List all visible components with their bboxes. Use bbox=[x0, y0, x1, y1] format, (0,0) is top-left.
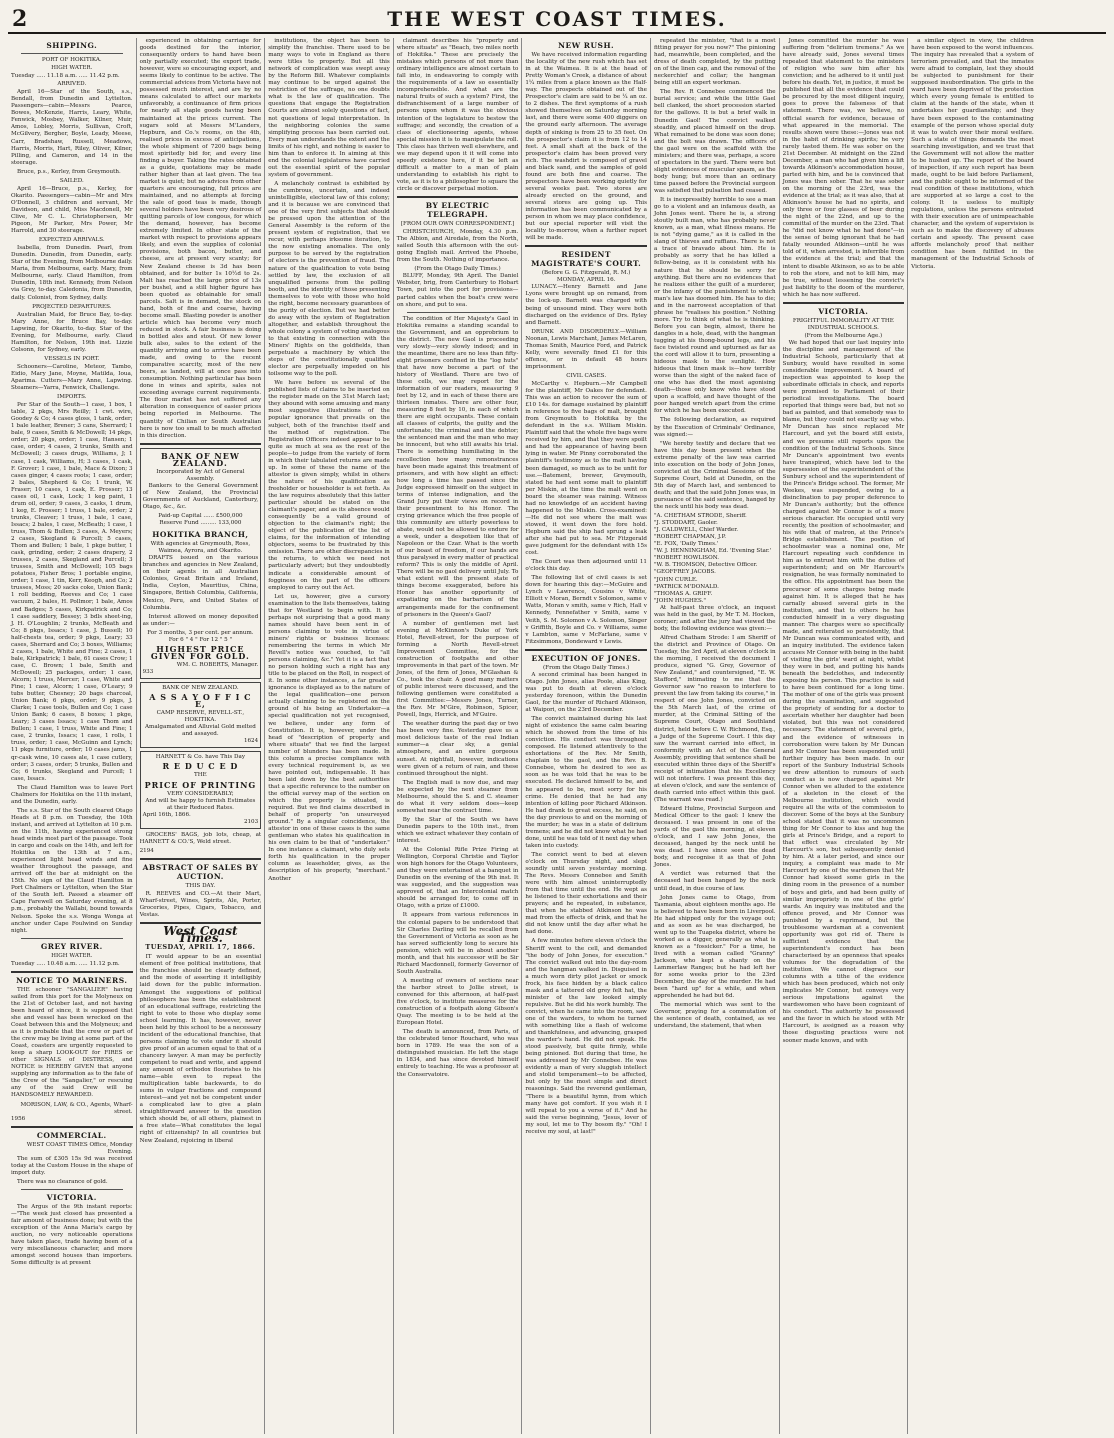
column-7 bbox=[780, 38, 909, 1434]
victoria-body-2: We had hoped that our last inquiry into the discipline and management of the Industrial Schools, particularly that at Sunbury, would have resulted in some considerable improvement. A board of inspection was appointed to keep the subordinate officials in check, and reports were promised to Parliament of their periodical investigations. The board reported that things were bad, but not so bad as painted, and that somebody was to blame, but they could not exactly say who. Mr Duncan has since replaced Mr Harcourt, and yet the board still exists, and we presume still reports upon the condition of the Industrial Schools. Since Mr Duncan's appointment two events have transpired, which have led to the supersession of the superintendent of the Sunbury school and the superintendent of the Prince's Bridge school. The former, Mr Weekes, was suspended, owing to a disinclination to pay proper deference to Mr Duncan's authority; but the offence charged against Mr Connor is of a more serious character. He occupied until very recently, the position of schoolmaster, and his wife that of matron, at the Prince's Bridge establishment. The position of schoolmaster was a nominal one, Mr Harcourt repeating such confidence in him as to entrust him with the duties of superintendent; and on Mr Harcourt's resignation, he was formally nominated to the office. His appointment has been the precursor of some charges being made against him. It is alleged that he has carnally abused several girls in the institution, and that to others he has conducted himself in a very disgusting manner. The charges were so specifically made, and reiterated so persistently, that Mr Duncan was communicated with, and an inquiry instituted. The evidence taken accuses Mr Connor with being in the habit of visiting the girls' ward at night, whilst they were in bed, and putting his hands beneath the bedclothes, and indecently exposing his person. This practice is said to have been continued for a long time. The mother of one of the girls was present during the examination, and suggested the propriety of sending for a doctor to ascertain whether her daughter had been violated, but this was not considered necessary. The statement of several girls, and the evidence of witnesses in corroboration were taken by Mr Duncan and Mr Connor has been suspended until further inquiry has been made. In our report of the Sunbury Industrial Schools we drew attention to rumours of such conduct as is now charged against Mr Connor when we alluded to the existence of a skeleton in the closet of the Melbourne institution, which would require all the wits of the commission to discover. Some of the boys at the Sunbury school stated that it was no uncommon thing for Mr Connor to kiss and hug the girls at Prince's Bridge, and a report to that effect was circulated by Mr Harcourt's son, but subsequently denied by him. At a later period, and since our inquiry, a complaint was made to Mr Harcourt by one of the wardsmen that Mr Connor had kissed some girls in the dining room in the presence of a number of boys and girls, and had been guilty of similar impropriety in one of the girls' wards. An inquiry was instituted and the offence proved, and Mr Connor was punished by a reprimand, but the troublesome wardsman at a convenient opportunity was got rid of. There is sufficient evidence that the superintendent's conduct has been characterised by an openness that speaks volumes for the degradation of the institution. We cannot disgrace our columns with a tithe of the evidence which has been produced, which not only implicates Mr Connor, but conveys very serious imputations against the wardswomen who have been cognizant of his conduct. The authority he possessed and the favor in which he stood with Mr Harcourt, is assigned as a reason why those disgusting practices were not sooner made known, and with bbox=[782, 339, 905, 1044]
harnett-printing: PRICE OF PRINTING bbox=[144, 779, 257, 790]
inquest-3: Edward Hulme, Provincial Surgeon and Medical Officer to the gaol: I knew the deceased. I was present in one of the yards of the gaol this morning, at eleven o'clock, and I saw John Jones, the deceased, hanged by the neck until he was dead. I have since seen the dead body, and recognise it as that of John Jones. bbox=[653, 806, 776, 869]
arrived-heading: ARRIVED. bbox=[57, 81, 87, 88]
execution-6: The Rev. R Connebee commenced the burial service; and while the little Gael bell clanked, the short procession started for the gallows. It is but a brief walk in Dunedin Gaol! The convict walked steadily, and placed himself on the drop. What remained to be done was soon done; and the bolt was drawn. The officers of the gaol were on the scaffold with the ministers; and there was, perhaps, a score of spectators in the yard. There were but slight evidences of muscular spasm, as the body hung; but more than an ordinary time passed before the Provincial surgeon was satisfied that pulsation had ceased. bbox=[653, 89, 776, 194]
tenor-paragraph: The death is announced, from Paris, of the celebrated tenor Rouchard, who was born in 1789. He was the son of a distinguished musician. He left the stage in 1834, and has since devoted himself entirely to teaching. He was a professor at the Conservatoire. bbox=[396, 1029, 519, 1078]
column-1 bbox=[8, 38, 137, 1434]
civil-adjourned: The Court was then adjourned until 11 o'clock this day. bbox=[525, 559, 647, 573]
bank-heading: BANK OF NEW ZEALAND. bbox=[160, 450, 240, 468]
branch-body: DRAFTS issued on the various branches and agencies in New Zealand, on their agents in all Australian Colonies, Great Britain and Ireland, India, Ceylon, Mauritius, China, Singapore, British Columbia, California, Mexico, Peru, and United States of Columbia. bbox=[142, 555, 259, 611]
governor-paragraph: It appears from various references in the colonial papers to be understood that Sir Charles Darling will be recalled from the Government of Victoria as soon as he has served sufficiently long to secure his pension, which will be in about another month, and that his successor will be Sir Richard Macdonnell, formerly Governor of South Australia. bbox=[396, 912, 519, 975]
assay-advert bbox=[140, 682, 262, 748]
arrived-2: Bruce, p.s., Kerley, from Greymouth. bbox=[17, 168, 121, 175]
column-8 bbox=[908, 38, 1037, 1434]
gold-signature: WM. C. ROBERTS, Manager. bbox=[176, 661, 259, 668]
column-3 bbox=[265, 38, 394, 1434]
notice-number: 1956 bbox=[11, 1115, 26, 1122]
masthead bbox=[8, 6, 1106, 34]
gaol-paragraph: The condition of Her Majesty's Gaol in Hokitika remains a standing scandal to the Government, and an opprobrium to the district. The new Gaol is proceeding very slowly—very slowly indeed; and in the meantime, there are no less than fifty-eight prisoners confined in the "log huts" that have now become a part of the history of Westland. There are two of these cells, we may report for the information of our readers, measuring 9 feet by 12, and in each of these there are thirteen inmates. There are other four, measuring 8 feet by 10, in each of which there are eight occupants. These contain all classes of culprits, the guilty and the unfortunate; the criminal and the debtor; the sentenced man and the man who may be innocent, but who still awaits his trial. There is something humiliating in the recollection how many remonstrances have been made against this treatment of prisoners, and with how slight an effect: how long a time has passed since the Judge expressed himself on the subject in terms of intense indignation, and the Grand Jury put their views on record in their presentment to his Honor. The crying grievance which the free people of this community are utterly powerless to abate, would not be allowed to endure for a week, under a despotism like that of Napoleon or the Czar. What is the worth of our boast of freedom, if our hands are thus paralysed in every matter of practical reform? This is only the middle of April. There will be no gaol delivery until July. To what extent will the present state of things become exaggerated, before his Honor has another opportunity of expatiating on the barbarism of the arrangements made for the confinement of prisoners in the Queen's Gaol? bbox=[396, 315, 519, 618]
issue-date: TUESDAY, APRIL 17, 1866. bbox=[145, 943, 256, 952]
column-2 bbox=[137, 38, 266, 1434]
assay-bank: BANK OF NEW ZEALAND. bbox=[162, 684, 239, 691]
harnett-body: And will be happy to furnish Estimates at their Reduced Rates. bbox=[145, 797, 256, 811]
signature-8: "W. B. THOMSON, Detective Officer. bbox=[653, 562, 758, 569]
abstract-body: R. REEVES and CO.—At their Mart, Wharf-street, Wines, Spirits, Ale, Porter, Groceries, Pipes, Cigars, Tobacco, and Vestas. bbox=[139, 890, 262, 919]
vessels-in-port: Schooners—Caroline, Meteor, Tambo, Eidio, Mary Jane, Moyne, Matilda, Ioua, Aparima. Cutters—Mary Anne, Lapwing. Steamers—Yarra, Fenwick, Challenge. bbox=[11, 363, 133, 392]
arrived-1: April 16—Star of the South, s.s., Bendall, from Dunedin and Lyttelton. Passengers—cabin—Messrs Pearce, Bowes, McKenzie, Harris, Leary, White, Fenwick, Mosbey, Walker, Kilner, Muir, Amos, Lobley, Morris, Sullivan, Croft, McGilvery, Bergher, Boyle, Leady, Meese, Carr, Bradshaw, Russell, Meadows, Harris, Morris, Hart, Riley, Oliver, Kilner, Pilling, and Cameron, and 14 in the steerage. bbox=[11, 89, 133, 166]
branch-heading: HOKITIKA BRANCH, bbox=[152, 530, 249, 540]
commercial-duty: The sum of £305 15s 9d was received today at the Custom House in the shape of import duty. bbox=[11, 1155, 133, 1176]
telegraph-christchurch: CHRISTCHURCH, Monday, 4.30 p.m. The Albion, and Airedale, from the North, sailed South this afternoon with the out-going English mail. Arrived the Phoebe, from the South. Nothing of importance. bbox=[396, 229, 519, 264]
bank-advert bbox=[140, 448, 262, 679]
execution-5: repeated the minister, "that is a most fitting prayer for you now?" The pinioning had, meanwhile, been completed, and the dress of death completed, by the putting on of the linen cap, and the removal of the neckerchief and collar; the hangman being still an expert workman. bbox=[653, 38, 776, 87]
signature-7: "ROBERT HOWLISON. bbox=[653, 555, 720, 562]
inquest-4: A verdict was returned that the deceased had been hanged by the neck until dead, in due course of law. bbox=[653, 871, 776, 892]
branch-interest: Interest allowed on money deposited as under:— bbox=[142, 613, 259, 627]
inquest-1: At half-past three o'clock, an inquest was held in the gaol, by Mr T. M. Hocken, coroner; and after the jury had viewed the body, the following evidence was given:— bbox=[653, 604, 776, 632]
abstract-this-day: THIS DAY. bbox=[185, 882, 216, 889]
in-port-heading: VESSELS IN PORT. bbox=[44, 355, 100, 362]
telegraph-sub: [FROM OUR OWN CORRESPONDENT.] bbox=[400, 221, 515, 228]
execution-8: The following declaration, as required by the Execution of Criminals' Ordinance, was signed:— bbox=[653, 417, 776, 438]
star-of-south-report: The s.s. Star of the South cleared Otago Heads at 8 p.m. on Tuesday, the 10th instant, and arrived at Lyttelton at 10 p.m. on the 11th, having experienced strong head winds most part of the passage. Took in cargo and coals on the 14th, and left for Hokitika on the 13th at 7 a.m., experienced light head winds and fine weather throughout the passage, and arrived off the bar at midnight on the 15th. No sign of the Claud Hamilton in Port Chalmers or Lyttelton, when the Star of the South left. Passed a steamer off Cape Farewell on Saturday evening, at 8 p.m., probably the Wallabi, bound towards Nelson. Spoke the s.s. Wonga Wonga at anchor under Cape Foulwind on Sunday night. bbox=[11, 807, 133, 934]
inquest-2: Alfred Chatham Strode: I am Sheriff of the district and Province of Otago. On Tuesday, the 3rd April, at eleven o'clock in the morning, I received the document I produce, signed "G. Grey, Governor of New Zealand," and countersigned, "E. W. Stafford," intimating to me that the Governor saw "no reason to interfere to prevent the law from taking its course," in respect of one John Jones, convicted on the 5th March last, of the crime of murder, at the Criminal Sitting of the Supreme Court, Otago and Southland district, held before C. W. Richmond, Esq., a Judge of the Supreme Court. I this day saw the warrant carried into effect, in conformity with an Act of the General Assembly, providing that sentence shall be executed within three days of the Sheriff's receipt of intimation that his Excellency will not interfere. I was present this day, at eleven o'clock, and saw the sentence of death carried into effect within this gaol. (The warrant was read.) bbox=[653, 634, 776, 803]
assay-body: Amalgamated and Alluvial Gold melted and assayed. bbox=[144, 724, 256, 738]
bank-capital: Paid-up Capital ...... £500,000 bbox=[158, 513, 243, 520]
signature-12: "THOMAS A. GRIFF. bbox=[653, 590, 713, 597]
papers-paragraph: By the Star of the South we have Dunedin papers to the 10th inst., from which we extract whatever they contain of interest. bbox=[396, 816, 519, 845]
grocers-advert: GROCERS' BAGS, job lots, cheap, at HARNETT & CO.'S, Weld street. bbox=[139, 831, 262, 845]
committee-paragraph: A number of gentlemen met last evening at McKinnon's Duke of York Hotel, Revell-street, for the purpose of forming a North Revell-street Improvement Committee, for the construction of footpaths and other improvements in that part of the town. Mr Jones, of the firm of Jones, M'Glashan & Co., took the chair. A good many matters of public interest were discussed, and the following gentlemen were constituted a first Committee:—Messrs Jones, Turner, the Rev. Mr M'Gire, Robinson, Spicer, Powell, Ings, Herrick, and M'Guire. bbox=[396, 620, 519, 719]
rifle-paragraph: At the Colonial Rifle Prize Firing at Wellington, Corporal Christie and Taylor won high honors for the Otago Volunteers, and they were entertained at a banquet in Dunedin on the evening of the 9th inst. It was suggested, and the suggestion was approved of, that an Intercolonial match should be arranged for, to come off in Otago, with a prize of £1000. bbox=[396, 847, 519, 910]
assay-number: 1624 bbox=[243, 738, 259, 745]
leader-article-5: Let us, however, give a cursory examination to the lists themselves, taking that for Westland to begin with. It is perhaps not surprising that a good many names should have been sent in of persons claiming to vote in virtue of miners' rights or business licenses: remembering the terms in which Mr Revell's notice was couched, to "all persons claiming, &c." Yet it is a fact that no person holding such a right has any title to be placed on the Roll, in respect of it. In some other instances, a far greater ignorance is displayed as to the nature of the legal qualification—one person actually claiming to be registered on the ground of his being an Undertaker—a special qualification not yet recognised, we believe, under any form of Constitution. It is, however, under the head of "description of property and where situate" that we find the largest number of blunders has been made. In this column a precise compliance with every technical requirement is, as we have pointed out, indispensable. It has been laid down by the best authorities that a specific reference to the number on the official survey map of the section on which the property is situated, is required. But we find claims described in behalf of property "on unsurveyed ground." By a singular coincidence, the attestor in one of these cases is the same gentleman who states his qualification in his own claim to be that of "undertaker." In one instance a claimant, who duly sets forth his qualification in the proper column as leaseholder, gives, as the description of his property, "merchant." Another bbox=[268, 593, 390, 882]
commercial-gold: There was no clearance of gold. bbox=[17, 1178, 108, 1185]
notice-heading: NOTICE TO MARINERS. bbox=[16, 975, 128, 985]
notice-signature: MORISON, LAW, & CO., Agents, Wharf-street. bbox=[20, 1101, 133, 1115]
column-6 bbox=[651, 38, 780, 1434]
court-date: MONDAY, APRIL 16. bbox=[556, 277, 616, 284]
victoria-sub: FRIGHTFUL IMMORALITY AT THE INDUSTRIAL SCHOOLS. bbox=[792, 317, 894, 331]
expected-arrivals: Isabella, from Dunedin. Pearl, from Dunedin. Dunedin, from Dunedin, early. Star of the Evening, from Melbourne daily. Maria, from Melbourne, early. Mary, from Melbourne, early. Claud Hamilton, from Dunedin, 18th inst. Kennedy, from Nelson via Grey, to-day. Caledonia, from Dunedin, daily. Colonist, from Sydney, daily. bbox=[11, 245, 133, 301]
imports-heading: IMPORTS. bbox=[57, 394, 87, 401]
commercial-continued: experienced in obtaining carriage for goods destined for the interior, consequently orders to hand have been only partially executed; the export trade, however, were so encouraging export, and seems likely to continue to be active. The commercial advices from Victoria have not possessed much interest, and are by no means calculated to affect our markets unfavorably, a continuance of firm prices for nearly all staple goods having been maintained at the prices current. The sugars sold at Messrs M'Landers, Hepburn, and Co.'s rooms, on the 4th, realised prices in excess of anticipations, the whole shipment of 7200 bags being most spiritedly bid for, and every line finding a buyer. Taking the rates obtained as a guide, quotations may be made rather higher than at last given. The tea market is quiet; but no advices from other quarters are encouraging, full prices are maintained, and no attempts at forcing the sale of good teas is made, though several holders have been very desirous of quitting parcels of low congous, for which the demand, however, has become extremely limited. In other state of the market with respect to provisions appears likely, and even the supplies of colonial provisions, both bacon, butter, and cheese, are at present very scanty; for New Zealand cheese is 3d has been obtained, and for butter 1s 10½d to 2s. Malt has reached the large price of 13s per bushel, and a still higher figure has been quoted as obtainable for small parcels. Salt is in demand, the stock on hand, both of fine and coarse, having become small. Blasting powder is another article which has become very much reduced in stock. A fair business is doing in bottled ales and stout. Of new lower bulk also, sales to the extent of the quantity arriving and to arrive have been made, and owing to the recent comparative scarcity, most of the new beers, as landed, will at once pass into consumption. Nothing particular has been done in wines and spirits, sales not exceeding average current requirements. The flour market has not suffered any alteration in consequence of easier prices being reported in Melbourne. The quantity of Chilian or South Australian here is now too small to be much affected in this direction. bbox=[139, 38, 262, 439]
gold-number: 933 bbox=[142, 668, 154, 675]
claud-hamilton-note: The Claud Hamilton was to leave Port Chalmers for Hokitika on the 11th instant, and the Dunedin, early. bbox=[11, 784, 133, 805]
civil-heading: CIVIL CASES. bbox=[566, 372, 607, 379]
execution-heading: EXECUTION OF JONES. bbox=[531, 653, 641, 663]
inquest-5: John Jones came to Otago, from Tasmania, about eighteen months ago. He is believed to have been born in Liverpool. He had shipped only for the voyage out; and as soon as he was discharged, he went up to the Tuapeka district, where he worked as a digger, generally as what is known as a "fossicker." For a time, he lived with a woman called "Granny" Jackson, who kept a shanty on the Lammerlaw Ranges; but he had left her for some weeks prior to the 23rd December, the day of the murder. He had been "hard up" for a while, and when apprehended he had but 6d. bbox=[653, 894, 776, 1000]
harnett-very: VERY CONSIDERABLY; bbox=[167, 790, 234, 797]
projected-heading: PROJECTED DEPARTURES. bbox=[32, 303, 112, 310]
execution-1: A second criminal has been hanged in Otago. John Jones, alias Poole, alias King, was put to death at eleven o'clock yesterday forenoon, within the Dunedin Gaol, for the murder of Richard Atkinson, at Waipori, on the 23rd December. bbox=[525, 671, 647, 713]
bank-reserve: Reserve Fund ......... 133,000 bbox=[159, 520, 242, 527]
telegraph-bluff: BLUFF, Monday, 9th April. The Daniel Webster, brig, from Canterbury to Hobart Town, put into the port for provisions—parted cables when the boat's crew were on shore, and put to sea. bbox=[396, 273, 519, 308]
signature-1: "A. CHETHAM STRODE, Sheriff. bbox=[653, 513, 747, 520]
civil-list: The following list of civil cases is set down for hearing this day:—McGuire and Lynch v Lawrence, Cousins v White, Elliott v Moran, Berndt v Solomon, same v Watts, Moran v smith, same v Rich, Hall v Kennedy, Fennefather v Smith, same v Veith, S. M. Solomon v A. Solomon, Singer v Griffith, Boyle and Co. v Williams, same v Lambton, same v McFarlane, same v Fitzsimmons, Dondeward v Lewis. bbox=[525, 575, 647, 645]
branch-rates: For 3 months, 3 per cent. per annum. For 6 " 4 " For 12 " 5 " bbox=[147, 629, 254, 643]
abstract-heading: ABSTRACT OF SALES BY AUCTION. bbox=[142, 862, 259, 881]
civil-case-1: McCarthy v. Hepburn.—Mr Campbell for the plaintiff, Mr Oakes for defendant. This was an action to recover the sum of £10 14s. for damage sustained by plaintiff in reference to five bags of malt, brought from Greymouth to Hokitika by the defendant in the s.s. William Miskin. Plaintiff said that the whole five bags were received by him, and that they were spoilt and had the appearance of having been lying in water. Mr Pinny corroborated the plaintiff's testimony as to the malt having been damaged, so much as to be unfit for use.—Batement, brewer, Greymouth, stated he had sent some malt to plaintiff per Miskin, at the time the malt went on board the steamer was raining. Witness had no knowledge of an accident having happened to the Miskin. Cross-examined:—He did not see where the malt was stowed, it went down the fore hold. Hepburn said the ship had sprung a leak after she had put to sea. Mr Fitzgerald gave judgment for the defendant with 15s cost. bbox=[525, 380, 647, 557]
court-lunacy: LUNACY.—Henry Barnett and Jane Lyons were brought up on remand, from the lock-up. Barnett was charged with being of unsound mind. They were both discharged on the evidence of Drs. Ryley and Barnett. bbox=[525, 284, 647, 326]
signature-9: "GEOFFREY JACOBS. bbox=[653, 569, 716, 576]
harnett-number: 2103 bbox=[243, 818, 259, 825]
execution-7: It is inexpressibly horrible to see a man go to a violent and an infamous death, as John Jones went. There he is, a strong stoutly built man, who has probably never known, as a man, what illness means. He is not "dying game," as it is called in the slang of thieves and ruffians. There is not a trace of bravado about him. He is probably as sorry that he has killed a fellow-being, as it is consistent with his nature that he should be sorry for anything. But there are no evidences that he realizes either the guilt of a murderer, or the infamy of the punishment to which man's law has doomed him. He has to die; and in the narrowest acceptation of that phrase he "realises his position." Nothing more. Try to think of what he is thinking. Before you can begin, almost, there he dangles in a hole, dead, with the hangman tugging at his thong-bound legs, and his face twisted round and upturned as far as the cord will allow it to turn, presenting a hideous mask to the sunlight. How hideous that linen mask is—how terribly worse than the sight of the naked face of one who has died the most agonising death—those only know who have stood upon a scaffold, and have thought of the poor hanged wretch apart from the crime for which he has been executed. bbox=[653, 197, 776, 415]
leader-article-1: IT would appear to be an essential element of free political institutions, that the franchise should be clearly defined, and the mode of asserting it intelligibly laid down for the public information. Amongst the suggestions of political philosophers has been the establishment of an educational suffrage, restricting the right to vote to those who display some school learning. It has, however, never been held by this school to be a necessary incident of the educational franchise, that persons claiming to vote under it should give proof of an acumen equal to that of a chancery lawyer. A man may be perfectly competent to read and write, and append any amount of orthodox flourishes to his name—able even to repeat the multiplication table backwards, to do sums in vulgar fractions and compound interest—and yet not be competent under a complicated law to give a plain straightforward answer to the question which should be, of all others, plainest in a free state—What constitutes the legal right of citizenship? In all countries but New Zealand, rejoicing in liberal bbox=[139, 954, 262, 1144]
signature-11: "PATRICK M'DONALD. bbox=[653, 583, 719, 590]
commercial-heading: COMMERCIAL. bbox=[36, 1130, 107, 1140]
sailed-heading: SAILED. bbox=[59, 177, 84, 184]
leader-article-2: institutions, the object has been to simplify the franchise. There used to be many ways to vote in England as there were titles to property. But all this network of complication was swept away by the Reform Bill. Whatever complaints may continue to be urged against the restriction of the suffrage, no one doubts what is the law of qualification. The questions that engage the Registration Courts are almost solely questions of fact, not questions of legal interpretation. In the neighboring colonies the same simplifying process has been carried out. Every man understands the extent and the limits of his right, and nothing is easier to him than to enforce it. In aiming at this end the colonial legislatures have carried out the essential spirit of the popular system of government. bbox=[268, 38, 390, 178]
grocers-number: 2194 bbox=[139, 847, 154, 854]
signature-5: "E. FOX, 'Daily Times.' bbox=[653, 541, 719, 548]
signature-2: "J. STODDART, Gaoler. bbox=[653, 520, 718, 527]
imports-list: Per Star of the South—1 case, 1 box, 1 table, 2 pkgs, Mrs Reilly; 1 cwt. wire, Goodey & Co; 4 cases gloss, 1 tank, order; 1 bale leather, Brener; 3 cans, Sherrard; 1 bale, 9 cases, Smith & McDowell; 14 pkgs, order; 20 pkgs, order; 1 case, Hansen; 1 case, order; 4 cases, 2 trunks, Smith and McDowell; 3 cases drugs, Williams, J; 1 case, 1 cask, Williams, H; 3 cases, 1 cask, F. Grover; 1 case, 1 bale, Mace & Dixon; 3 cases ginger, 4 cases roots; 1 case, order; 2 bales, Shepherd & Co; 1 trunk, W. Fraser; 10 cases, 1 cask, E. Prosser; 13 cases oil, 1 cask, Lock; 1 keg paint, 1 drum oil, order; 9 cases, 3 casks, 1 drum, 1 keg, E. Prosser; 1 truss, 1 bale, order; 2 trunks, Cleaver; 1 truss, 1 bale, 1 case, Issacs; 2 bales, 1 case, McBeath; 1 case, 1 truss, Thom & Bullen; 3 cases, A. Meyers; 2 cases, Skegland & Purcell; 5 cases, Thom and Bullen; 1 bale, 1 pkge butter, 1 cask, grinding, order; 2 cases drapery, 2 trusses, 2 cases, Skegland and Purcell; 3 trusses, Smith and McDowell; 105 bags potatoes, Fisher Bros; 1 portable engine, order; 1 case, 1 tin, Kerr, Keogh, and Co; 2 trusses, Moss; 20 sacks coke, Union Bank; 1 roll bedding, Reeves and Co; 1 case vacuum, 2 bales, H. Pollmor; 1 bale, Amos and Badges; 5 cases, Kirkpatrick and Co; 1 case saddlery, Bessey; 3 bdls sheet-ing, J. H. O'Loughlin; 2 trunks, McBeath and Co; 8 pkgs, Issacs; 1 case, J. Bussell; 10 half-chests tea, order; 9 pkgs, Leary; 33 cases, Sherrard and Co; 3 boxes, Williams; 2 cases, 1 bale, White and Fine; 2 cases, 1 bale, Kirkpatrick; 1 bale, 61 cases Crow; 1 case, C. Brown; 1 bale, Smith and McDowell; 25 packages, order; 1 case, Alcorn; 1 truss, Mercer; 1 case, White and Fine; 1 case, Alcorn; 1 case, O'Leary; 9 tubs butter, Chesney; 20 bags charcoal, Union Bank; 6 pkgs, order; 9 pkgs, J. Clarke; 1 case tools, Bullen and Co; 1 case Union Bank; 6 cases, 8 boxes; 1 pkge, Leary; 3 cases Issacs; 1 case Thom and Bullen; 1 case, 1 truss, White and Fine; 1 case, 2 trunks, Issacs; 1 case, 1 rolls, 1 truss, order; 1 case, McGuinn and Lynch; 11 pkgs furniture, order; 10 cases jams, 1 qr-cask wine, 10 cases ale, 1 case cutlery, order; 3 cases, order; 5 trunks, Bullen and Co; 6 trunks, Skegland and Purcell; 1 case, Issacs. bbox=[11, 402, 133, 782]
signature-13: "JOHN HUGHES." bbox=[653, 597, 706, 604]
execution-4: A few minutes before eleven o'clock the Sheriff went to the cell, and demanded "the body of John Jones, for execution." The convict walked out into the day-room and the hangman walked in. Disguised in a much worn dirty pilot jacket or smock frock, his face hidden by a black calico mask and a tattered old grey felt hat, the minister of the law looked simply repulsive. But he did his work humbly. The convict, when he came into the room, saw one of the warders, to whom he turned with something like a flash of welcome and thankfulness, and advancing, grasped the warder's hand. He did not speak. He stood passively, but quite firmly, while being pinioned. But during that time, he was addressed by Mr Connebee. He was evidently a man of very sluggish intellect and stolid temperament—to be affected, but only by the most simple and direct reasonings. Said the reverend gentleman, "There is a beautiful hymn, from which many have got comfort. If you wish it I will repeat to you a verse of it." And he said the verse beginning, "Jesus, lover of my soul, let me to Thy bosom fly." "Oh! I receive my soul, at last!" bbox=[525, 938, 647, 1135]
new-rush-heading: NEW RUSH. bbox=[558, 41, 615, 50]
inquest-6: The memorial which was sent to the Governor, praying for a commutation of the sentence of death, contained, as we understand, the statement, that when bbox=[653, 1002, 776, 1030]
leader-article-4: We have before us several of the published lists of claims to be inserted on the register made on the 31st March last; they abound with some amusing and many most suggestive illustrations of the popular ignorance that prevails on the subject, both of the franchise itself and the method of registration. The Registration Officers indeed appear to be quite as much at sea as the rest of the people—to judge from the variety of form in which their tabulated returns are made up. In some of these the name of the attestor is given simply, whilst in others the nature of his qualification as freeholder or householder is set forth. As the law requires absolutely that this latter particular should be stated on the claimant's paper, and as its absence would consequently be a valid ground of objection to the claimant's right; the object of the publication of the list of claims, for the information of intending objectors, seems to be frustrated by this omission. There are other discrepancies in the returns, to which we need not particularly advert; but they undoubtedly indicate a considerable amount of fogginess on the part of the officers employed to carry out the Act. bbox=[268, 380, 390, 591]
leader-article-6: claimant describes his "property and where situate" as "Beach, two miles north of Hokitika." These are precisely the mistakes which persons of not more than ordinary intelligence are almost certain to fall into, in endeavoring to comply with the requirements of a law so essentially incomprehensible. And what are the natural fruits of such a system? First, the disfranchisement of a large number of persons upon whom it was the obvious intention of the legislature to bestow the suffrage; and secondly, the creation of a class of electioneering agents, whose special mission it is to manipulate the roll. This class has thriven well elsewhere, and we may depend upon it it will come into speedy existence here, if it be left as difficult a matter to a man of plain understanding to establish his right to vote, as it is to a philosopher to square the circle or discover perpetual motion. bbox=[396, 38, 519, 192]
telegraph-heading: BY ELECTRIC TELEGRAPH. bbox=[425, 201, 490, 220]
column-5 bbox=[522, 38, 651, 1434]
execution-continued: Jones committed the murder he was suffering from "delirium tremens." As we have already said, Jones several times repeated that statement to the ministers of religion who saw him after his conviction; and he adhered to it until just before his death. Yet, in justice, it must be published that all the evidence that could be procured by the most diligent inquiry, goes to prove the falseness of that statement. There was, we believe, no official search for evidence, because of what appeared in the memorial. The results shown were these:—Jones was not in the habit of drinking spirits; he very rarely tasted them. He was sober on the 21st December. At midnight on the 22nd December, a man who had given him a lift towards Atkinson's accommodation house, parted with him, and he is convinced that Jones was then sober. That he was sober on the morning of the 23rd, was the evidence at the trial; as it was also, that at Atkinson's house he had no spirits, and only three or four glasses of beer during the night of the 22nd, and up to the committal of the murder on the 23rd. That he "did not know what he had done"—in the sense of being ignorant that he had fatally wounded Atkinson—until he was told of it, when arrested, is inferrible from the evidence at the trial; and that the intent to disable Atkinson, so as to be able to rob the store, and not to kill him, may be true, without lessening the convict's just liability to the doom of the murderer, which he has now suffered. bbox=[782, 38, 905, 298]
harnett-reduced: R E D U C E D bbox=[162, 761, 239, 772]
signature-4: "ROBERT CHAPMAN, J.P. bbox=[653, 534, 726, 541]
court-sub: (Before G. G. Fitzgerald, R. M.) bbox=[541, 270, 631, 277]
gold-heading: HIGHEST PRICE GIVEN FOR GOLD. bbox=[150, 643, 250, 661]
signature-10: "JOHN CURLE. bbox=[653, 576, 698, 583]
harnett-line: HARNETT & Co. have This Day bbox=[155, 754, 246, 761]
branch-agencies: With agencies at Greymouth, Ross, Waimea, Ayrora, and Okarito. bbox=[150, 541, 251, 555]
bank-body: Bankers to the General Government of New Zealand, the Provincial Governments of Auckland, Canterbury, Otago, &c., &c. bbox=[142, 482, 259, 510]
expected-heading: EXPECTED ARRIVALS. bbox=[38, 237, 105, 244]
assay-sub: CAMP RESERVE, REVELL-ST., HOKITIKA. bbox=[156, 710, 245, 724]
port-heading: PORT OF HOKITIKA. bbox=[41, 57, 102, 63]
grey-row: Tuesday ..... 10.48 a.m. ..... 11.12 p.m. bbox=[11, 960, 120, 967]
harnett-the: THE bbox=[194, 772, 207, 779]
commercial-office: WEST COAST TIMES Office, Monday Evening. bbox=[26, 1141, 133, 1155]
high-water-heading: HIGH WATER. bbox=[51, 65, 93, 72]
execution-2: The convict maintained during his last night of existence the same calm bearing which he showed from the time of his conviction. His conduct was throughout composed. He listened attentively to the exhortations of the Rev. Mr Smith, chaplain to the gaol, and the Rev. B. Connebee, whom he desired to see as soon as he was told that he was to be executed. He declared himself to be, and he appeared to be, most sorry for his crime. He denied that he had any intention of killing poor Richard Atkinson. He had drank to great excess, he said, on the day previous to and on the morning of the murder; he was in a state of delirium tremens; and he did not know what he had done, until he was told of it next day when taken into custody. bbox=[525, 716, 647, 849]
leader-article-3: A melancholy contrast is exhibited by the cumbrous, uncertain, and indeed unintelligible, electoral law of this colony; and it is because we are convinced that one of the very first subjects that should be pressed upon the attention of the General Assembly is the reform of the present system of registration, that we recur, with perhaps irksome iteration, to the now existing anomalies. The only purpose to be served by the registration of electors is the prevention of fraud. The nature of the qualification to vote being settled by law, the exclusion of all unqualified persons from the polling booth, and the identity of those presenting themselves to vote with those who hold the right, become necessary guarantees of the purity of election. But we had better do away with the system of Registration altogether, and establish throughout the whole colony a system of voting analogous to that existing in connection with the Miners' Rights on the goldfields, than perpetuate a machinery by which the steps of the constitutionally qualified elector are perpetually impeded on his toilsome way to the poll. bbox=[268, 180, 390, 378]
grey-high-water: HIGH WATER. bbox=[51, 952, 93, 959]
victoria-heading-1: VICTORIA. bbox=[46, 1192, 97, 1202]
victoria-from: (From the Melbourne Age.) bbox=[804, 332, 883, 339]
execution-3: The convict went to bed at eleven o'clock on Thursday night, and slept soundly until seven yesterday morning. The Revs. Messrs Connebee and Smith were with him almost uninterruptedly from that time until the end. He wept as he listened to their exhortations and their prayers; and he repeated, in substance, that when he stabbed Atkinson he was mad from the effects of drink, and that he did not know until the day after what he had done. bbox=[525, 851, 647, 936]
telegraph-otago: (From the Otago Daily Times.) bbox=[414, 266, 501, 273]
projected-departures: Australian Maid, for Bruce Bay, to-day. Mary Anne, for Bruce Bay, to-day. Lapwing, for Okarito, to-day. Star of the Evening, for Melbourne, early. Claud Hamilton, for Nelson, 19th inst. Lizzie Colsonn, for Sydney, early. bbox=[11, 311, 133, 353]
newspaper-flag: West Coast Times. bbox=[163, 924, 238, 946]
signature-6: "W. J. HENNINGHAM, Ed. 'Evening Star.' bbox=[653, 548, 772, 555]
sailed-1: April 16—Bruce, p.s., Kerley, for Okarito. Passengers—cabin—Mr and Mrs O'Donnell, 3 children and servant, Mr Davidson, and child, Miss Macdonell, Mr Clive, Mr C. L. Christophersen, Mr Pigeon, Mr Parker, Mrs Power, Mr Harrold, and 30 steerage. bbox=[11, 185, 133, 235]
victoria-heading-2: VICTORIA. bbox=[818, 306, 869, 316]
court-drunk: DRUNK AND DISORDERLY.—William Noonan, Lewis Marchant, James McLaren, Thomas Smith, Maurice Ford, and Patrick Kelly, were severally fined £1 for this offence, or in default 48 hours imprisonment. bbox=[525, 328, 647, 370]
shipping-heading: SHIPPING. bbox=[46, 41, 98, 50]
notice-body: THE schooner "SANGALIER" having sailed from this port for the Molyneux on the 21st of October last, and not having been heard of since, it is supposed that she and vessel has been wrecked on the Coast between this and the Molyneux; and as it is probable that the crew or part of the crew may be living at some part of the Coast, coasters are urgently requested to keep a sharp LOOK-OUT for FIRES or other SIGNALS of DISTRESS, and NOTICE is HEREBY GIVEN that anyone supplying any information as to the fate of the Crew of the "Sangalier," or rescuing any of the said Crew will be HANDSOMELY REWARDED. bbox=[11, 986, 133, 1099]
mail-paragraph: The English mail is now due, and may be expected by the next steamer from Melbourne, should the S. and C. steamer do what it very seldom does—keep somewhat near the contract time. bbox=[396, 779, 519, 814]
page-number: 2 bbox=[12, 6, 28, 32]
harnett-date: April 16th, 1866. bbox=[142, 811, 191, 818]
columns bbox=[8, 38, 1106, 1434]
footpath-paragraph: A meeting of owners of sections near the harbor street to Jollie street, is convened for this afternoon, at half-past five o'clock, to institute measures for the construction of a footpath along Gibson's Quay. The meeting is to be held at the European Hotel. bbox=[396, 977, 519, 1027]
victoria-body-1: The Argus of the 9th instant reports:—"The week just closed has presented a fair amount of business done; but with the exception of the Anna Maria's cargo by auction, no very noticeable operations have taken place, trade having been of a very miscellaneous character, and more amongst second houses than importers. Some difficulty is at present bbox=[11, 1203, 133, 1267]
bank-subheading: Incorporated by Act of General Assembly. bbox=[156, 468, 245, 482]
new-rush-body: We have received information regarding the locality of the new rush which has set in at the Waimea. It is at the head of Pretty Woman's Creek, a distance of about 1¼ miles from a place known as the Half-way. The prospects obtained out of the Prospector's claim are said to be ¼ an oz. to 2 dishes. The first symptoms of a rush showed themselves on Saturday morning last, and there were some 400 diggers on the ground early afternoon. The average depth of sinking is from 25 to 35 feet. On the prospector's claim it is from 12 to 14 feet. A small shaft at the back of the prospector's claim has been proved very rich. The washdirt is composed of gravel and black sand, and the samples of gold found are both fine and coarse. The prospectors have been working quietly for several weeks past. Two stores are already erected on the ground, and several stores are going up. This information has been communicated by a person in whom we may place confidence, but our special reporter will visit the locality to-morrow, when a further report will be made. bbox=[525, 52, 647, 242]
assay-heading: A S S A Y O F F I C E, bbox=[149, 692, 252, 710]
paper-title: THE WEST COAST TIMES. bbox=[387, 7, 727, 31]
high-water-row: Tuesday ..... 11.18 a.m. ..... 11.42 p.m. bbox=[11, 73, 120, 80]
victoria-continued: a similar object in view, the children have been exposed to the worst influences. The inquiry has revealed that a system of terrorism prevailed, and that the inmates were afraid to complain, lest they should be subjected to punishment for their supposed insubordination. The girls in the ward have been deprived of the protection which every young female is entitled to claim at the hands of the state, when it undertakes her guardianship; and they have been exposed to the contaminating example of the person whose special duty it was to watch over their moral welfare. Such a state of things demands the most searching investigation, and we trust that the Government will not allow the matter to be hushed up. The report of the board of inspection, if any such report has been made, ought to be laid before Parliament, and the public ought to be informed of the real condition of these institutions, which are supported at so large a cost to the colony. It is useless to multiply regulations, unless the persons entrusted with their execution are of unimpeachable character, and the system of supervision is such as to make the discovery of abuses certain and speedy. The present case affords melancholy proof that neither condition has been fulfilled in the management of the Industrial Schools of Victoria. bbox=[911, 38, 1034, 270]
court-heading: RESIDENT MAGISTRATE'S COURT. bbox=[531, 250, 642, 269]
execution-sub: (From the Otago Daily Times.) bbox=[543, 664, 630, 671]
harnett-advert bbox=[140, 751, 262, 828]
grey-river-heading: GREY RIVER. bbox=[40, 941, 103, 951]
signature-3: "J. CALDWELL, Chief Warder. bbox=[653, 527, 739, 534]
column-4 bbox=[394, 38, 523, 1434]
declaration: "We hereby testify and declare that we have this day been present when the extreme penalty of the law was carried into execution on the body of John Jones, convicted at the Criminal Sessions of the Supreme Court, held at Dunedin, on the 5th day of March last, and sentenced to death; and that the said John Jones was, in pursuance of the said sentence, hanged by the neck until his body was dead. bbox=[653, 440, 776, 511]
weather-paragraph: The weather during the past day or two has been very fine. Yesterday gave us a most delicious taste of the real Indian summer—a clear sky, a genial atmosphere, and an entire gorgeous sunset. At nightfall, however, indications were given of a return of rain, and these continued throughout the night. bbox=[396, 721, 519, 777]
